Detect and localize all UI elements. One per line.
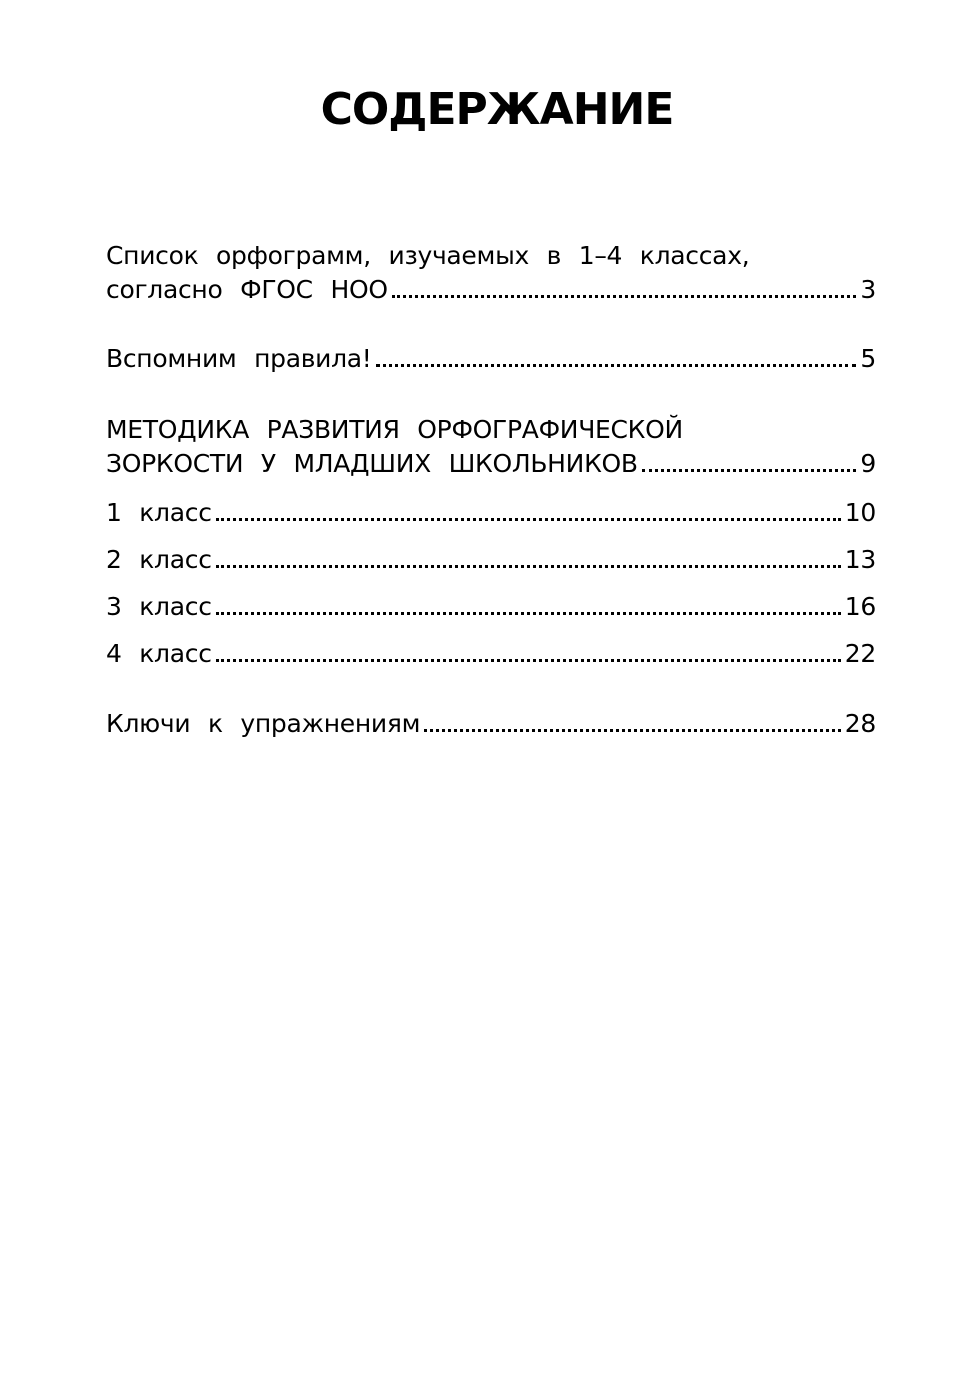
dot-leader	[216, 658, 841, 662]
page-title: СОДЕРЖАНИЕ	[320, 84, 674, 135]
dot-leader	[376, 363, 857, 367]
toc-entry-methodology	[106, 413, 876, 481]
toc-entry-line	[106, 342, 876, 376]
toc-entry-line	[106, 543, 876, 577]
toc-entry-first-line	[106, 239, 876, 273]
page-number: 5	[860, 344, 876, 373]
toc-entry-rules	[106, 342, 876, 376]
toc-entry-text: согласно ФГОС НОО	[106, 275, 388, 304]
toc-entry-text: 3 класс	[106, 592, 212, 621]
toc-entry-text: 4 класс	[106, 639, 212, 668]
page-number: 13	[844, 545, 876, 574]
dot-leader	[424, 728, 841, 732]
page-number: 3	[860, 275, 876, 304]
toc-entry-line	[106, 707, 876, 741]
toc-entry-line	[106, 637, 876, 671]
toc-entry-orthogram-list	[106, 239, 876, 307]
page-number: 28	[844, 709, 876, 738]
toc-entry-text: ЗОРКОСТИ У МЛАДШИХ ШКОЛЬНИКОВ	[106, 449, 638, 478]
dot-leader	[216, 611, 841, 615]
toc-entry-last-line	[106, 447, 876, 481]
toc-entry-grade-3	[106, 590, 876, 624]
toc-entry-text: 2 класс	[106, 545, 212, 574]
page-number: 10	[844, 498, 876, 527]
toc-entry-text: Вспомним правила!	[106, 344, 372, 373]
toc-entry-line	[106, 496, 876, 530]
toc-entry-text: Ключи к упражнениям	[106, 709, 421, 738]
toc-entry-text: Список орфограмм, изучаемых в 1–4 классах,	[106, 241, 750, 270]
dot-leader	[392, 294, 857, 298]
page-number: 9	[860, 449, 876, 478]
toc-entry-text: МЕТОДИКА РАЗВИТИЯ ОРФОГРАФИЧЕСКОЙ	[106, 415, 683, 444]
dot-leader	[642, 468, 857, 472]
toc-entry-line	[106, 590, 876, 624]
toc-entry-grade-4	[106, 637, 876, 671]
toc-entry-grade-1	[106, 496, 876, 530]
page-number: 22	[844, 639, 876, 668]
toc-entry-answer-keys	[106, 707, 876, 741]
page-number: 16	[844, 592, 876, 621]
toc-entry-first-line	[106, 413, 876, 447]
toc-entry-grade-2	[106, 543, 876, 577]
dot-leader	[216, 564, 841, 568]
dot-leader	[216, 517, 841, 521]
toc-entry-last-line	[106, 273, 876, 307]
toc-entry-text: 1 класс	[106, 498, 212, 527]
